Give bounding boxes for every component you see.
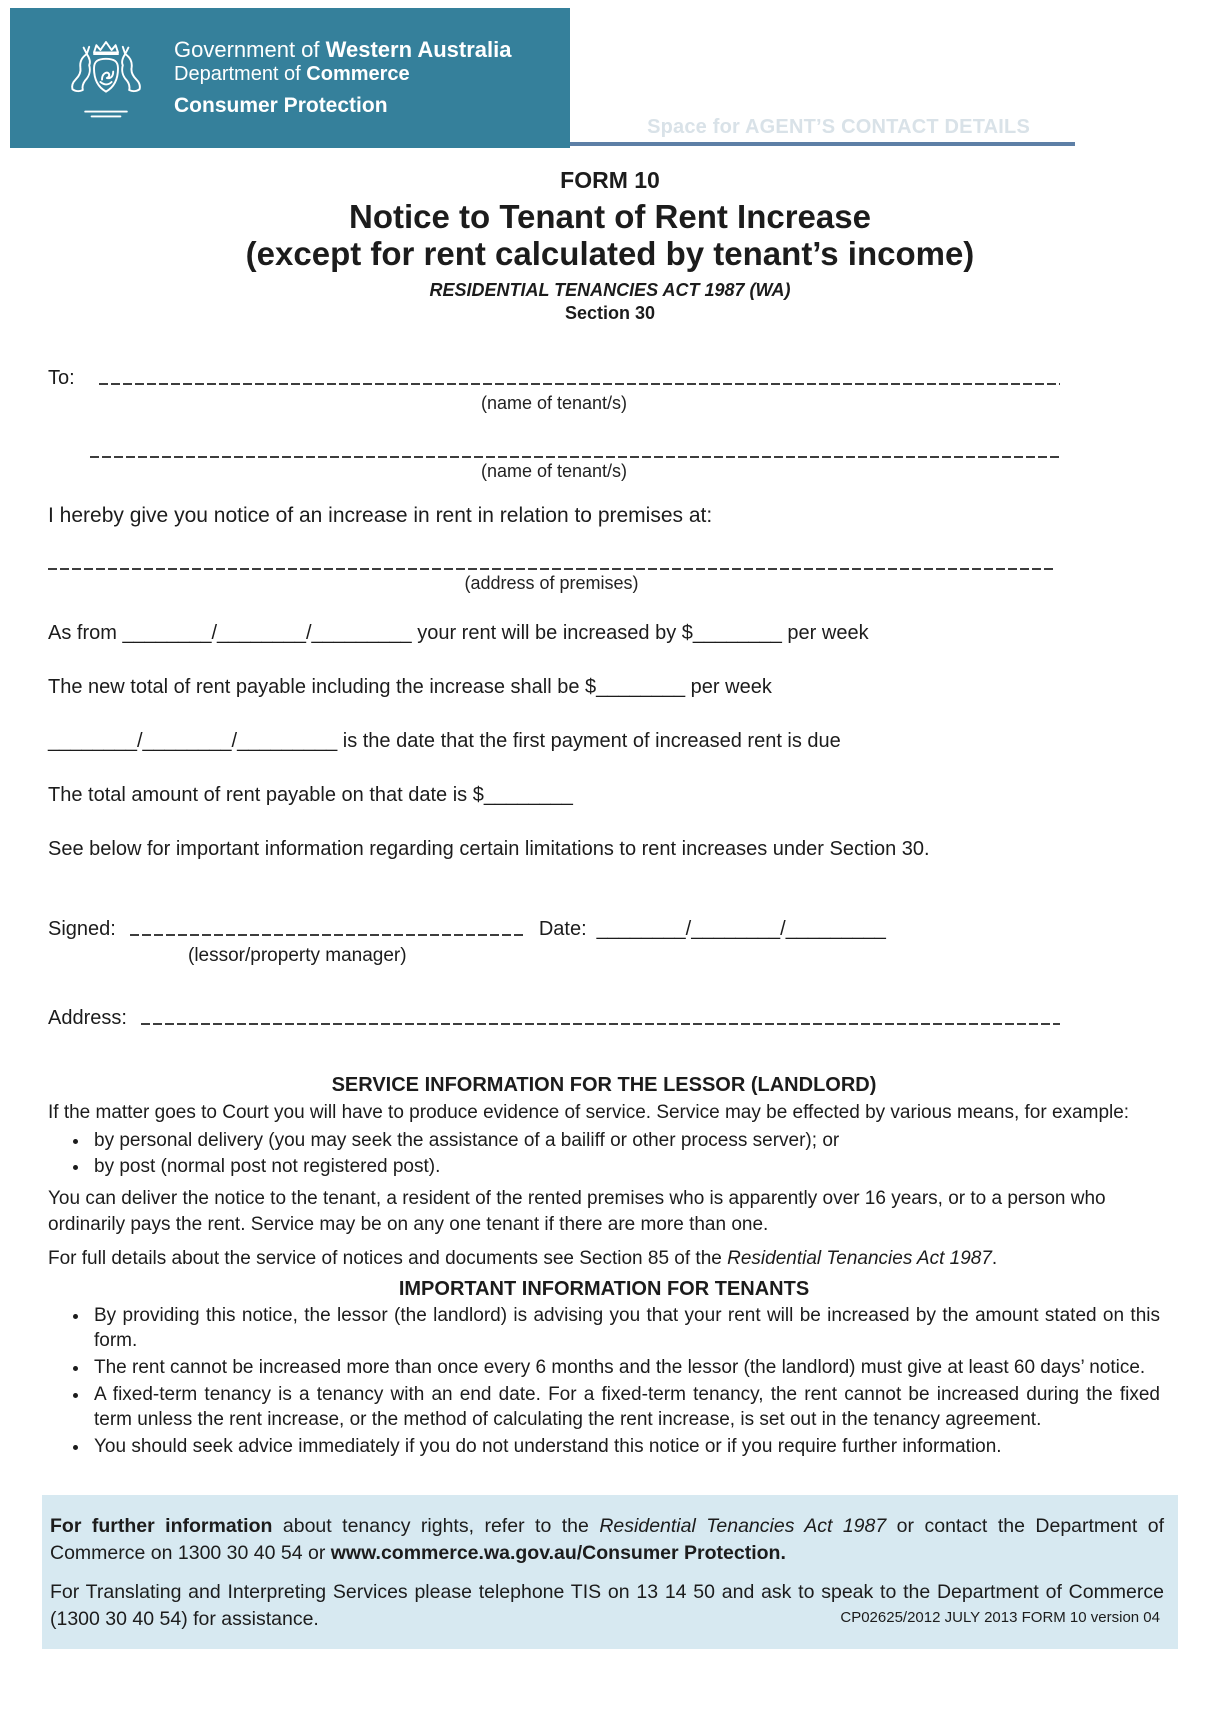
premises-address-caption: (address of premises) <box>464 572 639 593</box>
tenant-info-heading: IMPORTANT INFORMATION FOR TENANTS <box>398 1277 810 1300</box>
as-from-line: As from ________/________/_________ your rent will be increased by $________ per week <box>48 621 869 644</box>
title-block <box>0 168 1220 323</box>
wa-coat-of-arms-icon <box>58 30 154 126</box>
date-label: Date: <box>538 917 587 940</box>
premises-address-blank <box>48 568 1055 570</box>
act-name-italic: Residential Tenancies Act 1987 <box>599 1514 887 1537</box>
page-header <box>0 0 1220 152</box>
lessor-address-blank <box>141 1023 1060 1025</box>
signature-caption: (lessor/property manager) <box>188 944 407 966</box>
tenant-name-caption-1: (name of tenant/s) <box>480 392 628 413</box>
list-item: • You should seek advice immediately if you do not understand this notice or if you require further information. <box>90 1434 1160 1459</box>
list-item: • by personal delivery (you may seek the assistance of a bailiff or other process server); or <box>90 1128 1160 1153</box>
service-info-intro: If the matter goes to Court you will have to produce evidence of service. Service may be effected by various means, for example: <box>48 1101 1130 1123</box>
banner-department-line: Department of Commerce <box>174 63 410 86</box>
tenant-info-bullets <box>48 1303 1160 1459</box>
date-blank: ________/________/_________ <box>596 917 886 940</box>
list-item: • A fixed-term tenancy is a tenancy with an end date. For a fixed-term tenancy, the rent cannot be increased during the fixed term unless the rent increase, or the method of calculating the rent increase, is set out in the tenancy agreement. <box>90 1382 1160 1432</box>
first-payment-line: ________/________/_________ is the date that the first payment of increased rent is due <box>48 729 841 752</box>
further-information-box <box>42 1495 1178 1649</box>
service-details-paragraph: For full details about the service of notices and documents see Section 85 of the Residential Tenancies Act 1987. <box>48 1247 998 1269</box>
see-below-note: See below for important information regarding certain limitations to rent increases under Section 30. <box>48 837 930 860</box>
total-amount-line: The total amount of rent payable on that date is $________ <box>48 783 573 806</box>
signature-row <box>48 918 1160 941</box>
section-reference: Section 30 <box>564 302 656 323</box>
agent-contact-space <box>570 116 1075 146</box>
banner-text <box>174 37 511 118</box>
service-info-heading: SERVICE INFORMATION FOR THE LESSOR (LANDLORD) <box>331 1073 877 1096</box>
form-title-line1: Notice to Tenant of Rent Increase <box>349 197 871 235</box>
service-info-bullets <box>48 1128 1160 1179</box>
new-total-line: The new total of rent payable including the increase shall be $________ per week <box>48 675 772 698</box>
act-name-italic: Residential Tenancies Act 1987 <box>727 1247 992 1269</box>
agent-contact-underline <box>570 142 1075 146</box>
further-information-paragraph: For further information about tenancy rights, refer to the Residential Tenancies Act 1987 or contact the Department of Commerce on 1300 30 40 54 or www.commerce.wa.gov.au/Consumer Protection. <box>50 1514 1164 1564</box>
act-reference: RESIDENTIAL TENANCIES ACT 1987 (WA) <box>429 279 791 300</box>
service-delivery-paragraph: You can deliver the notice to the tenant, a resident of the rented premises who is apparently over 16 years, or to a person who ordinarily pays the rent. Service may be on any one tenant if there are more than one. <box>48 1187 1106 1235</box>
translating-services-paragraph: For Translating and Interpreting Services please telephone TIS on 13 14 50 and ask to speak to the Department of Commerce (1300 30 40 54) for assistance. CP02625/2012 JULY 2013 FORM 10 version 04 <box>50 1580 1164 1630</box>
government-banner <box>10 8 570 148</box>
form-title-line2: (except for rent calculated by tenant’s income) <box>245 234 975 272</box>
form-version-code: CP02625/2012 JULY 2013 FORM 10 version 04 <box>840 1608 1160 1626</box>
list-item: • The rent cannot be increased more than once every 6 months and the lessor (the landlord) must give at least 60 days’ notice. <box>90 1355 1160 1380</box>
consumer-protection-url: www.commerce.wa.gov.au/Consumer Protection. <box>330 1541 786 1564</box>
list-item: • by post (normal post not registered post). <box>90 1154 1160 1179</box>
agent-contact-label: Space for AGENT’S CONTACT DETAILS <box>647 116 1030 138</box>
address-label: Address: <box>48 1006 127 1029</box>
tenant-name-blank-2 <box>90 456 1060 458</box>
lessor-address-row <box>48 1007 1060 1030</box>
banner-division-line: Consumer Protection <box>174 93 388 117</box>
form-number: FORM 10 <box>560 167 660 193</box>
tenant-name-caption-2: (name of tenant/s) <box>480 460 628 481</box>
list-item: • By providing this notice, the lessor (the landlord) is advising you that your rent will be increased by the amount stated on this form. <box>90 1303 1160 1353</box>
form-body <box>0 367 1220 1459</box>
signed-label: Signed: <box>48 917 116 940</box>
banner-government-line: Government of Western Australia <box>174 37 512 63</box>
signature-blank <box>130 934 525 936</box>
premises-intro: I hereby give you notice of an increase in rent in relation to premises at: <box>48 503 713 527</box>
to-label: To: <box>48 366 75 389</box>
tenant-name-blank-1 <box>99 383 1060 385</box>
tenant-name-row-1 <box>48 367 1060 390</box>
